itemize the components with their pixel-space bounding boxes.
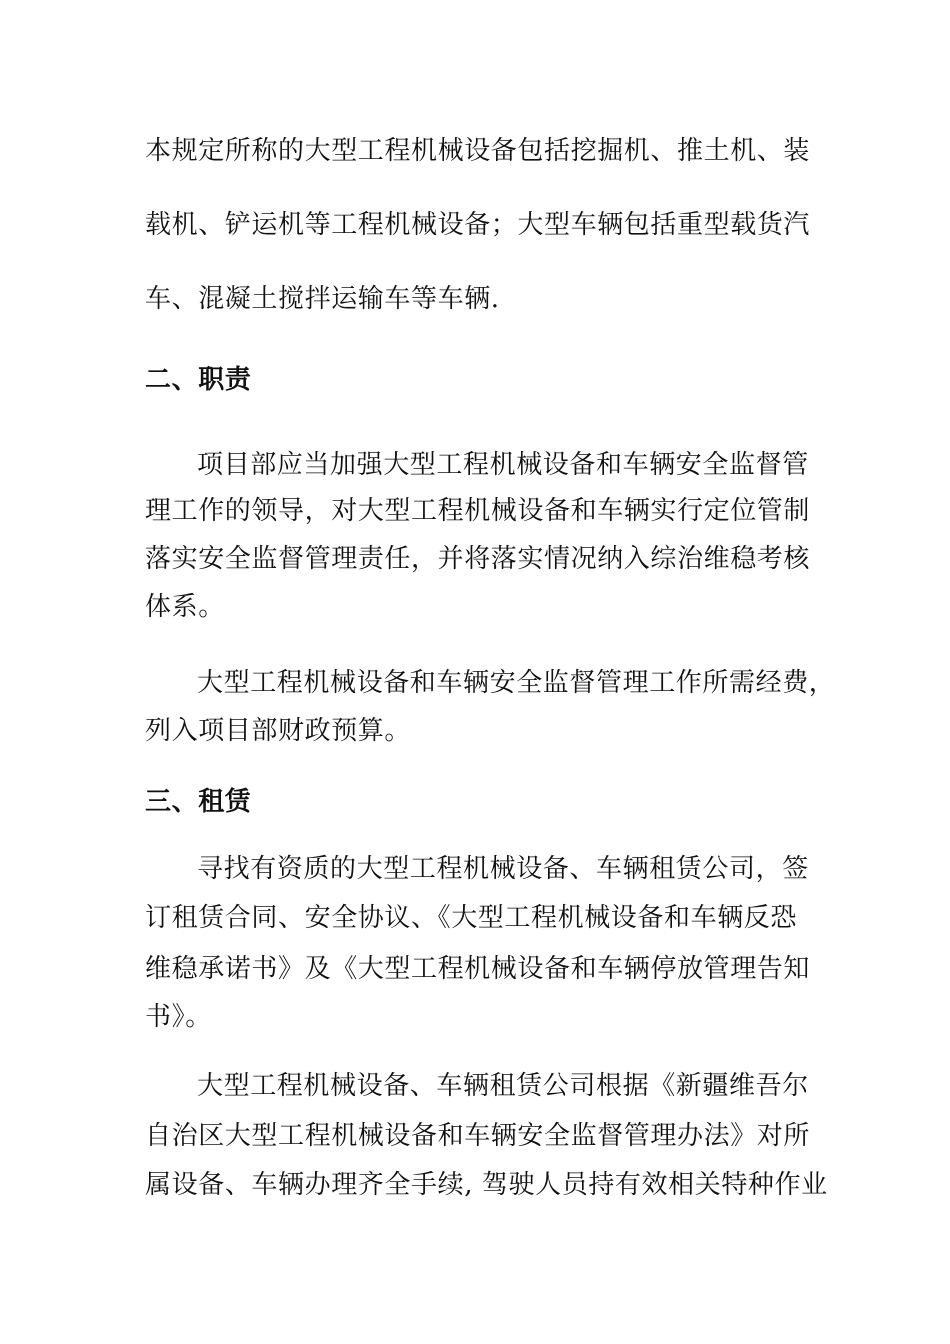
text-line: 项目部应当加强大型工程机械设备和车辆安全监督管 bbox=[197, 450, 809, 480]
text-line: 寻找有资质的大型工程机械设备、车辆租赁公司，签 bbox=[197, 854, 809, 884]
text-line: 书》。 bbox=[145, 1002, 212, 1032]
text-line: 大型工程机械设备和车辆安全监督管理工作所需经费， bbox=[197, 668, 836, 698]
text-line: 理工作的领导，对大型工程机械设备和车辆实行定位管制 bbox=[145, 496, 811, 526]
section-heading-duties: 二、职责 bbox=[145, 365, 252, 395]
text-line: 属设备、车辆办理齐全手续, 驾驶人员持有效相关特种作业 bbox=[145, 1170, 828, 1200]
text-line: 落实安全监督管理责任，并将落实情况纳入综治维稳考核 bbox=[145, 544, 811, 574]
text-line: 订租赁合同、安全协议、《大型工程机械设备和车辆反恐 bbox=[145, 903, 798, 933]
text-line: 自治区大型工程机械设备和车辆安全监督管理办法》对所 bbox=[145, 1121, 811, 1151]
text-line: 本规定所称的大型工程机械设备包括挖掘机、推土机、装 bbox=[145, 136, 811, 166]
text-line: 车、混凝土搅拌运输车等车辆. bbox=[145, 284, 500, 314]
section-heading-lease: 三、租赁 bbox=[145, 787, 252, 817]
text-line: 维稳承诺书》及《大型工程机械设备和车辆停放管理告知 bbox=[145, 954, 811, 984]
text-line: 列入项目部财政预算。 bbox=[145, 716, 412, 746]
text-line: 大型工程机械设备、车辆租赁公司根据《新疆维吾尔 bbox=[197, 1071, 809, 1101]
text-line: 载机、铲运机等工程机械设备；大型车辆包括重型载货汽 bbox=[145, 210, 811, 240]
text-line: 体系。 bbox=[145, 592, 225, 622]
